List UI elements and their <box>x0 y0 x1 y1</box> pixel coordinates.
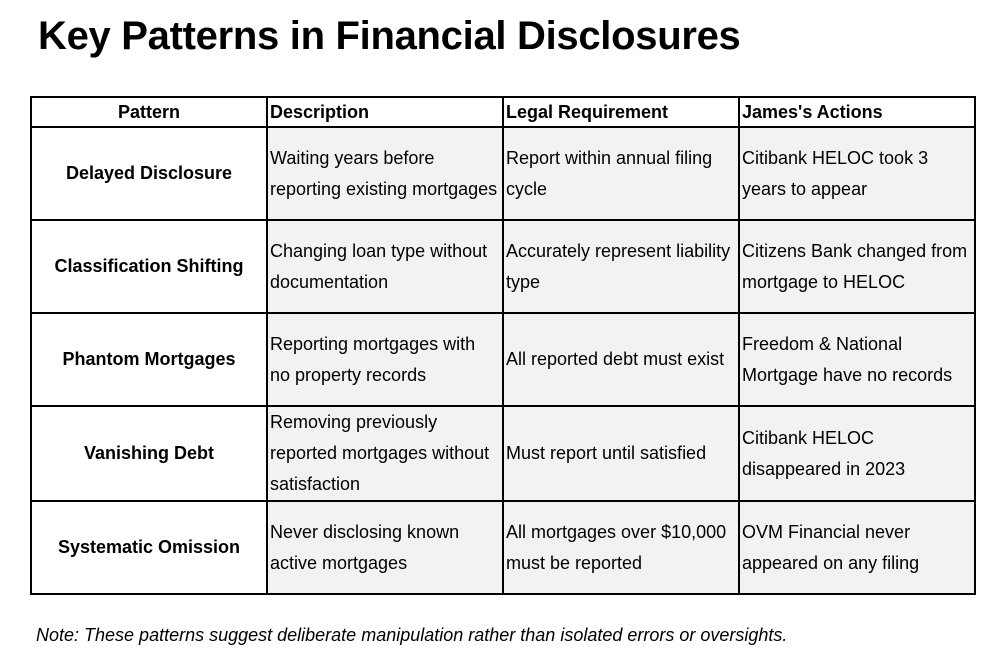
column-header-actions: James's Actions <box>739 97 975 127</box>
description-cell: Changing loan type without documentation <box>267 220 503 313</box>
table-row <box>31 127 975 220</box>
footnote: Note: These patterns suggest deliberate manipulation rather than isolated errors or oversights. <box>36 625 788 645</box>
legal-requirement-cell: All mortgages over $10,000 must be reported <box>503 501 739 594</box>
actions-cell: Citibank HELOC took 3 years to appear <box>739 127 975 220</box>
page-title: Key Patterns in Financial Disclosures <box>38 14 741 58</box>
legal-requirement-cell: Must report until satisfied <box>503 406 739 501</box>
column-header-legal-requirement: Legal Requirement <box>503 97 739 127</box>
actions-cell: Freedom & National Mortgage have no records <box>739 313 975 406</box>
column-header-description: Description <box>267 97 503 127</box>
table-row <box>31 406 975 501</box>
actions-cell: Citizens Bank changed from mortgage to HELOC <box>739 220 975 313</box>
pattern-cell: Phantom Mortgages <box>31 313 267 406</box>
table-row <box>31 313 975 406</box>
actions-cell: OVM Financial never appeared on any filing <box>739 501 975 594</box>
actions-cell: Citibank HELOC disappeared in 2023 <box>739 406 975 501</box>
pattern-cell: Classification Shifting <box>31 220 267 313</box>
pattern-cell: Systematic Omission <box>31 501 267 594</box>
legal-requirement-cell: All reported debt must exist <box>503 313 739 406</box>
patterns-table <box>30 96 976 595</box>
legal-requirement-cell: Accurately represent liability type <box>503 220 739 313</box>
description-cell: Waiting years before reporting existing mortgages <box>267 127 503 220</box>
legal-requirement-cell: Report within annual filing cycle <box>503 127 739 220</box>
table-row <box>31 220 975 313</box>
description-cell: Never disclosing known active mortgages <box>267 501 503 594</box>
description-cell: Removing previously reported mortgages without satisfaction <box>267 406 503 501</box>
pattern-cell: Vanishing Debt <box>31 406 267 501</box>
column-header-pattern: Pattern <box>31 97 267 127</box>
pattern-cell: Delayed Disclosure <box>31 127 267 220</box>
table-header-row <box>31 97 975 127</box>
table-row <box>31 501 975 594</box>
description-cell: Reporting mortgages with no property records <box>267 313 503 406</box>
